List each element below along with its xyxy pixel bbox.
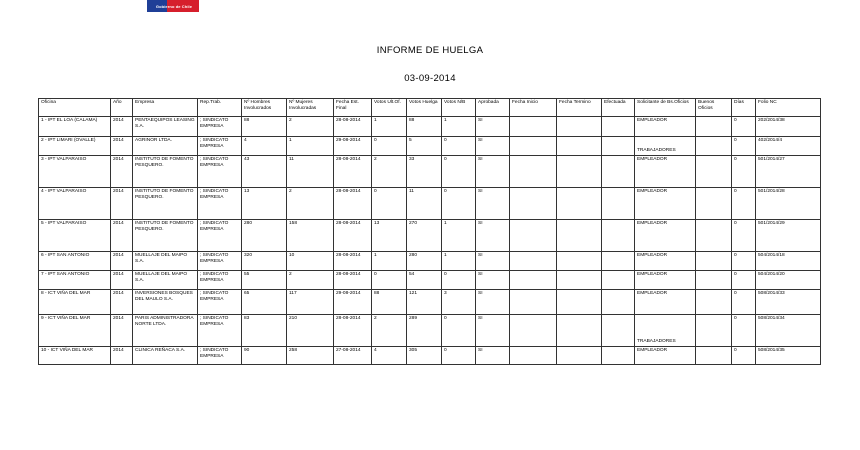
cell-ult-of: 2 bbox=[372, 156, 407, 188]
table-header-row bbox=[39, 99, 821, 117]
column-header: Nº Hombres Involucrados bbox=[242, 99, 287, 117]
logo-text: Gobierno de Chile bbox=[155, 4, 193, 9]
cell-empresa: MUELLAJE DEL MAIPO S.A. bbox=[133, 252, 198, 271]
cell-rep: ; SINDICATO EMPRESA bbox=[198, 188, 242, 220]
cell-inicio bbox=[510, 271, 557, 290]
cell-anio: 2014 bbox=[111, 347, 133, 365]
cell-rep: ; SINDICATO EMPRESA bbox=[198, 315, 242, 347]
cell-buenos bbox=[696, 137, 732, 156]
cell-nb: 1 bbox=[442, 252, 476, 271]
cell-dias: 0 bbox=[732, 252, 756, 271]
table-row bbox=[39, 315, 821, 347]
cell-efectuada bbox=[602, 188, 635, 220]
column-header: Efectuada bbox=[602, 99, 635, 117]
cell-anio: 2014 bbox=[111, 137, 133, 156]
cell-inicio bbox=[510, 117, 557, 137]
cell-folio: 508/2014/33 bbox=[756, 290, 821, 315]
cell-dias: 0 bbox=[732, 117, 756, 137]
cell-rep: ; SINDICATO EMPRESA bbox=[198, 347, 242, 365]
cell-folio: 508/2014/35 bbox=[756, 347, 821, 365]
report-date: 03-09-2014 bbox=[404, 73, 456, 84]
column-header: Votos Huelga bbox=[407, 99, 442, 117]
cell-hombres: 280 bbox=[242, 220, 287, 252]
cell-dias: 0 bbox=[732, 271, 756, 290]
cell-nb: 1 bbox=[442, 117, 476, 137]
cell-buenos bbox=[696, 347, 732, 365]
cell-inicio bbox=[510, 252, 557, 271]
cell-aprobada: SI bbox=[476, 347, 510, 365]
cell-solicitante: EMPLEADOR bbox=[635, 271, 696, 290]
cell-anio: 2014 bbox=[111, 220, 133, 252]
cell-mujeres: 117 bbox=[287, 290, 334, 315]
cell-buenos bbox=[696, 290, 732, 315]
cell-dias: 0 bbox=[732, 315, 756, 347]
cell-hombres: 83 bbox=[242, 315, 287, 347]
cell-efectuada bbox=[602, 252, 635, 271]
cell-aprobada: SI bbox=[476, 117, 510, 137]
cell-buenos bbox=[696, 252, 732, 271]
cell-mujeres: 11 bbox=[287, 156, 334, 188]
cell-nb: 0 bbox=[442, 137, 476, 156]
cell-aprobada: SI bbox=[476, 252, 510, 271]
cell-huelga: 54 bbox=[407, 271, 442, 290]
cell-huelga: 280 bbox=[407, 252, 442, 271]
cell-buenos bbox=[696, 315, 732, 347]
column-header: Año bbox=[111, 99, 133, 117]
column-header: Solicitante de Bs.Oficios bbox=[635, 99, 696, 117]
cell-efectuada bbox=[602, 271, 635, 290]
cell-hombres: 4 bbox=[242, 137, 287, 156]
cell-mujeres: 2 bbox=[287, 188, 334, 220]
cell-oficina: 4 - IPT VALPARAISO bbox=[39, 188, 111, 220]
cell-aprobada: SI bbox=[476, 271, 510, 290]
cell-anio: 2014 bbox=[111, 188, 133, 220]
table-row bbox=[39, 290, 821, 315]
cell-dias: 0 bbox=[732, 188, 756, 220]
cell-hombres: 13 bbox=[242, 188, 287, 220]
cell-buenos bbox=[696, 156, 732, 188]
table-row bbox=[39, 271, 821, 290]
cell-fecha-final: 28-08-2014 bbox=[334, 156, 372, 188]
column-header: Fecha Inicio bbox=[510, 99, 557, 117]
cell-inicio bbox=[510, 347, 557, 365]
cell-ult-of: 1 bbox=[372, 117, 407, 137]
cell-termino bbox=[557, 252, 602, 271]
cell-oficina: 1 - IPT EL LOA (CALAMA) bbox=[39, 117, 111, 137]
cell-termino bbox=[557, 290, 602, 315]
cell-termino bbox=[557, 117, 602, 137]
cell-hombres: 55 bbox=[242, 271, 287, 290]
cell-huelga: 270 bbox=[407, 220, 442, 252]
cell-nb: 0 bbox=[442, 271, 476, 290]
cell-ult-of: 1 bbox=[372, 252, 407, 271]
cell-hombres: 90 bbox=[242, 347, 287, 365]
cell-nb: 0 bbox=[442, 156, 476, 188]
cell-folio: 501/2014/28 bbox=[756, 188, 821, 220]
cell-mujeres: 2 bbox=[287, 117, 334, 137]
cell-hombres: 320 bbox=[242, 252, 287, 271]
cell-dias: 0 bbox=[732, 290, 756, 315]
table-row bbox=[39, 137, 821, 156]
cell-oficina: 5 - IPT VALPARAISO bbox=[39, 220, 111, 252]
cell-solicitante: EMPLEADOR bbox=[635, 347, 696, 365]
cell-nb: 0 bbox=[442, 315, 476, 347]
cell-rep: ; SINDICATO EMPRESA bbox=[198, 137, 242, 156]
cell-inicio bbox=[510, 188, 557, 220]
column-header: Oficina bbox=[39, 99, 111, 117]
cell-fecha-final: 28-08-2014 bbox=[334, 315, 372, 347]
cell-solicitante: EMPLEADOR bbox=[635, 188, 696, 220]
report-title: INFORME DE HUELGA bbox=[376, 45, 484, 56]
cell-aprobada: SI bbox=[476, 137, 510, 156]
cell-efectuada bbox=[602, 137, 635, 156]
cell-empresa: MUELLAJE DEL MAIPO S.A. bbox=[133, 271, 198, 290]
cell-empresa: INSTITUTO DE FOMENTO PESQUERO. bbox=[133, 220, 198, 252]
cell-ult-of: 4 bbox=[372, 347, 407, 365]
cell-nb: 0 bbox=[442, 188, 476, 220]
cell-ult-of: 0 bbox=[372, 137, 407, 156]
cell-aprobada: SI bbox=[476, 290, 510, 315]
cell-aprobada: SI bbox=[476, 188, 510, 220]
column-header: Votos N/B bbox=[442, 99, 476, 117]
cell-mujeres: 258 bbox=[287, 347, 334, 365]
cell-huelga: 88 bbox=[407, 117, 442, 137]
cell-dias: 0 bbox=[732, 137, 756, 156]
cell-anio: 2014 bbox=[111, 271, 133, 290]
cell-anio: 2014 bbox=[111, 290, 133, 315]
column-header: Empresa bbox=[133, 99, 198, 117]
cell-efectuada bbox=[602, 220, 635, 252]
cell-rep: ; SINDICATO EMPRESA bbox=[198, 271, 242, 290]
cell-huelga: 5 bbox=[407, 137, 442, 156]
cell-dias: 0 bbox=[732, 220, 756, 252]
cell-empresa: PENTAEQUIPOS LEASING S.A. bbox=[133, 117, 198, 137]
cell-inicio bbox=[510, 137, 557, 156]
column-header: Rep.Trab. bbox=[198, 99, 242, 117]
cell-efectuada bbox=[602, 315, 635, 347]
cell-rep: ; SINDICATO EMPRESA bbox=[198, 252, 242, 271]
table-row bbox=[39, 188, 821, 220]
cell-efectuada bbox=[602, 156, 635, 188]
cell-rep: ; SINDICATO EMPRESA bbox=[198, 117, 242, 137]
cell-fecha-final: 29-08-2014 bbox=[334, 137, 372, 156]
column-header: Folio NC bbox=[756, 99, 821, 117]
cell-empresa: CLINICA REÑACA S.A. bbox=[133, 347, 198, 365]
cell-huelga: 289 bbox=[407, 315, 442, 347]
cell-anio: 2014 bbox=[111, 156, 133, 188]
cell-oficina: 8 - ICT VIÑA DEL MAR bbox=[39, 290, 111, 315]
cell-efectuada bbox=[602, 347, 635, 365]
cell-fecha-final: 28-08-2014 bbox=[334, 188, 372, 220]
cell-empresa: AGRINOR LTDA. bbox=[133, 137, 198, 156]
column-header: Nº Mujeres Involucradas bbox=[287, 99, 334, 117]
cell-efectuada bbox=[602, 290, 635, 315]
cell-empresa: PARIS ADMINISTRADORA NORTE LTDA. bbox=[133, 315, 198, 347]
cell-mujeres: 158 bbox=[287, 220, 334, 252]
cell-inicio bbox=[510, 220, 557, 252]
cell-fecha-final: 27-08-2014 bbox=[334, 347, 372, 365]
cell-solicitante: EMPLEADOR bbox=[635, 290, 696, 315]
cell-anio: 2014 bbox=[111, 117, 133, 137]
cell-rep: ; SINDICATO EMPRESA bbox=[198, 156, 242, 188]
cell-termino bbox=[557, 156, 602, 188]
cell-ult-of: 0 bbox=[372, 188, 407, 220]
cell-termino bbox=[557, 188, 602, 220]
cell-buenos bbox=[696, 117, 732, 137]
cell-folio: 402/2014/4 bbox=[756, 137, 821, 156]
cell-ult-of: 13 bbox=[372, 220, 407, 252]
cell-nb: 0 bbox=[442, 347, 476, 365]
cell-mujeres: 10 bbox=[287, 252, 334, 271]
cell-buenos bbox=[696, 220, 732, 252]
cell-anio: 2014 bbox=[111, 315, 133, 347]
cell-empresa: INSTITUTO DE FOMENTO PESQUERO. bbox=[133, 156, 198, 188]
cell-aprobada: SI bbox=[476, 220, 510, 252]
cell-oficina: 6 - IPT SAN ANTONIO bbox=[39, 252, 111, 271]
cell-solicitante: EMPLEADOR bbox=[635, 252, 696, 271]
cell-ult-of: 2 bbox=[372, 315, 407, 347]
cell-termino bbox=[557, 137, 602, 156]
cell-solicitante: TRABAJADORES bbox=[635, 137, 696, 156]
cell-buenos bbox=[696, 188, 732, 220]
column-header: Buenos Oficios bbox=[696, 99, 732, 117]
cell-inicio bbox=[510, 315, 557, 347]
cell-oficina: 2 - IPT LIMARI (OVALLE) bbox=[39, 137, 111, 156]
column-header: Días bbox=[732, 99, 756, 117]
cell-fecha-final: 28-08-2014 bbox=[334, 220, 372, 252]
cell-aprobada: SI bbox=[476, 156, 510, 188]
table-row bbox=[39, 220, 821, 252]
cell-huelga: 33 bbox=[407, 156, 442, 188]
table-row bbox=[39, 347, 821, 365]
cell-rep: ; SINDICATO EMPRESA bbox=[198, 220, 242, 252]
cell-buenos bbox=[696, 271, 732, 290]
cell-anio: 2014 bbox=[111, 252, 133, 271]
gobierno-de-chile-logo bbox=[147, 0, 199, 16]
cell-folio: 202/2014/38 bbox=[756, 117, 821, 137]
cell-solicitante: TRABAJADORES bbox=[635, 315, 696, 347]
cell-folio: 501/2014/27 bbox=[756, 156, 821, 188]
cell-dias: 0 bbox=[732, 156, 756, 188]
column-header: Votos Ult.Of. bbox=[372, 99, 407, 117]
cell-fecha-final: 29-08-2014 bbox=[334, 290, 372, 315]
cell-empresa: INVERSIONES BOSQUES DEL MAULO S.A. bbox=[133, 290, 198, 315]
column-header: Fecha Est. Final bbox=[334, 99, 372, 117]
cell-rep: ; SINDICATO EMPRESA bbox=[198, 290, 242, 315]
cell-oficina: 9 - ICT VIÑA DEL MAR bbox=[39, 315, 111, 347]
cell-solicitante: EMPLEADOR bbox=[635, 117, 696, 137]
strike-report-table bbox=[38, 98, 821, 365]
cell-empresa: INSTITUTO DE FOMENTO PESQUERO. bbox=[133, 188, 198, 220]
column-header: Aprobada bbox=[476, 99, 510, 117]
cell-folio: 504/2014/18 bbox=[756, 252, 821, 271]
cell-huelga: 305 bbox=[407, 347, 442, 365]
cell-fecha-final: 28-08-2014 bbox=[334, 271, 372, 290]
cell-efectuada bbox=[602, 117, 635, 137]
cell-oficina: 3 - IPT VALPARAISO bbox=[39, 156, 111, 188]
cell-hombres: 43 bbox=[242, 156, 287, 188]
cell-oficina: 7 - IPT SAN ANTONIO bbox=[39, 271, 111, 290]
cell-termino bbox=[557, 220, 602, 252]
cell-inicio bbox=[510, 156, 557, 188]
cell-huelga: 11 bbox=[407, 188, 442, 220]
cell-aprobada: SI bbox=[476, 315, 510, 347]
cell-mujeres: 1 bbox=[287, 137, 334, 156]
cell-solicitante: EMPLEADOR bbox=[635, 156, 696, 188]
cell-inicio bbox=[510, 290, 557, 315]
cell-folio: 504/2014/20 bbox=[756, 271, 821, 290]
cell-hombres: 65 bbox=[242, 290, 287, 315]
cell-termino bbox=[557, 347, 602, 365]
cell-hombres: 88 bbox=[242, 117, 287, 137]
cell-dias: 0 bbox=[732, 347, 756, 365]
cell-mujeres: 210 bbox=[287, 315, 334, 347]
cell-solicitante: EMPLEADOR bbox=[635, 220, 696, 252]
table-row bbox=[39, 156, 821, 188]
cell-mujeres: 2 bbox=[287, 271, 334, 290]
column-header: Fecha Termino bbox=[557, 99, 602, 117]
cell-fecha-final: 28-08-2014 bbox=[334, 117, 372, 137]
cell-termino bbox=[557, 315, 602, 347]
cell-nb: 3 bbox=[442, 290, 476, 315]
cell-fecha-final: 28-08-2014 bbox=[334, 252, 372, 271]
cell-oficina: 10 - ICT VIÑA DEL MAR bbox=[39, 347, 111, 365]
cell-ult-of: 88 bbox=[372, 290, 407, 315]
table-body bbox=[39, 117, 821, 365]
cell-termino bbox=[557, 271, 602, 290]
cell-ult-of: 0 bbox=[372, 271, 407, 290]
table-row bbox=[39, 252, 821, 271]
table-row bbox=[39, 117, 821, 137]
cell-nb: 1 bbox=[442, 220, 476, 252]
cell-huelga: 121 bbox=[407, 290, 442, 315]
cell-folio: 501/2014/29 bbox=[756, 220, 821, 252]
cell-folio: 508/2014/34 bbox=[756, 315, 821, 347]
